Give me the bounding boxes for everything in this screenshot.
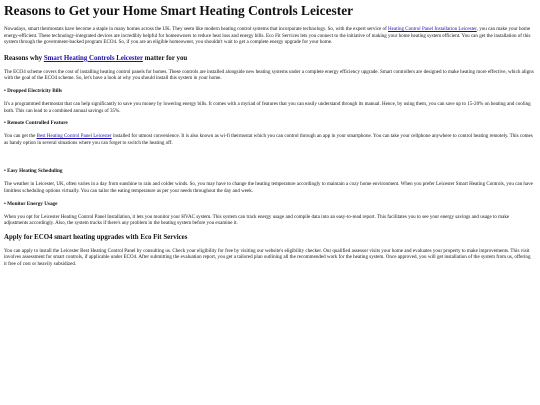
reasons-heading [4, 54, 534, 63]
dropped-bills-heading: • Dropped Electricity Bills [4, 87, 63, 94]
heating-control-panel-installation-link[interactable]: Heating Control Panel Installation Leicester [388, 26, 477, 32]
apply-paragraph: You can apply to install the Leicester Best Heating Control Panel by consulting us. Check your eligibility for free by visiting our website's eligibility checker. Our qualified assessor visits your home and evaluates your property to make improvements. This visit involves assessment for smart controls, if applicable under ECO4. After submitting the evaluation report, you get a tailored plan outlining all the recommended work for the heating system. Once approved, you will get installation of the system from us, offering it free of cost or heavily subsidized. [4, 247, 531, 267]
monitor-energy-heading: • Monitor Energy Usage [4, 200, 58, 207]
easy-scheduling-heading: • Easy Heating Scheduling [4, 168, 63, 175]
easy-scheduling-paragraph: The weather in Leicester, UK, often varies in a day from sunshine to rain and colder winds. So, you may have to change the heating temperature accordingly to maintain a cozy home environment. When you prefer Leicester Smart Heating Controls, you can have limitless scheduling options virtually. You can tailor the eating temperature as per your needs throughout the day and week. [4, 181, 533, 194]
remote-controlled-paragraph [4, 133, 534, 146]
page-title: Reasons to Get your Home Smart Heating Controls Leicester [4, 3, 354, 18]
reasons-heading-after: matter for you [142, 54, 188, 62]
remote-text-after: installed for utmost convenience. It is also known as wi-fi thermostat which you can control through an app in your smartphone. You can take your cellphone anywhere to control heating remotely. This comes as handy option in several situations where you can forget to switch the heating off. [4, 133, 533, 146]
intro-text-after: , you can make your home energy-efficient. These technology-integrated devices are incredibly helpful for homeowners to reduce heat loss and energy bills. Eco Fit Services lets you connect to the initiative of making your home heating system efficient. You can get the installation of this system through the government-backed program ECO4. So, if you are an eligible homeowner, you shouldn't wait to get a complete energy upgrade for your home. [4, 26, 531, 46]
smart-heating-controls-link[interactable]: Smart Heating Controls Leicester [43, 54, 143, 62]
reasons-heading-before: Reasons why [4, 54, 44, 62]
monitor-energy-paragraph: When you opt for Leicester Heating Control Panel Installation, it lets you monitor your HVAC system. This system can track energy usage and compile data into an easy-to-read report. This facilitates you to see your energy savings and usage to make adjustments accordingly. Also, the system tracks if there's any problem in the heating system before you examine it. [4, 213, 510, 227]
best-heating-control-panel-link[interactable]: Best Heating Control Panel Leicester [36, 133, 112, 140]
remote-controlled-heading: • Remote Controlled Feature [4, 120, 68, 127]
remote-text-before: You can get the [4, 133, 37, 140]
intro-text-before: Nowadays, smart thermostats have become a staple in many homes across the UK. They seem like modern heating control systems that incorporate technology. So, with the expert service of [4, 26, 389, 32]
intro-paragraph [4, 26, 534, 46]
dropped-bills-paragraph: It's a programmed thermostat that can help significantly to save you money by lowering energy bills. It comes with a myriad of features that you can easily understand through its manual. Hence, by using them, you can save up to 15-20% on heating and cooling both. This can lead to a combined annual savings of 35%. [4, 100, 531, 114]
reasons-paragraph: The ECO4 scheme covers the cost of installing heating control panels for homes. These controls are installed alongside new heating systems under a complete energy efficiency upgrade. Smart controllers are designed to make heating more effective, which aligns with the goal of the ECO4 scheme. So, let's have a look at why you should install this system in your home. [4, 68, 534, 82]
apply-heading: Apply for ECO4 smart heating upgrades with Eco Fit Services [4, 233, 188, 241]
